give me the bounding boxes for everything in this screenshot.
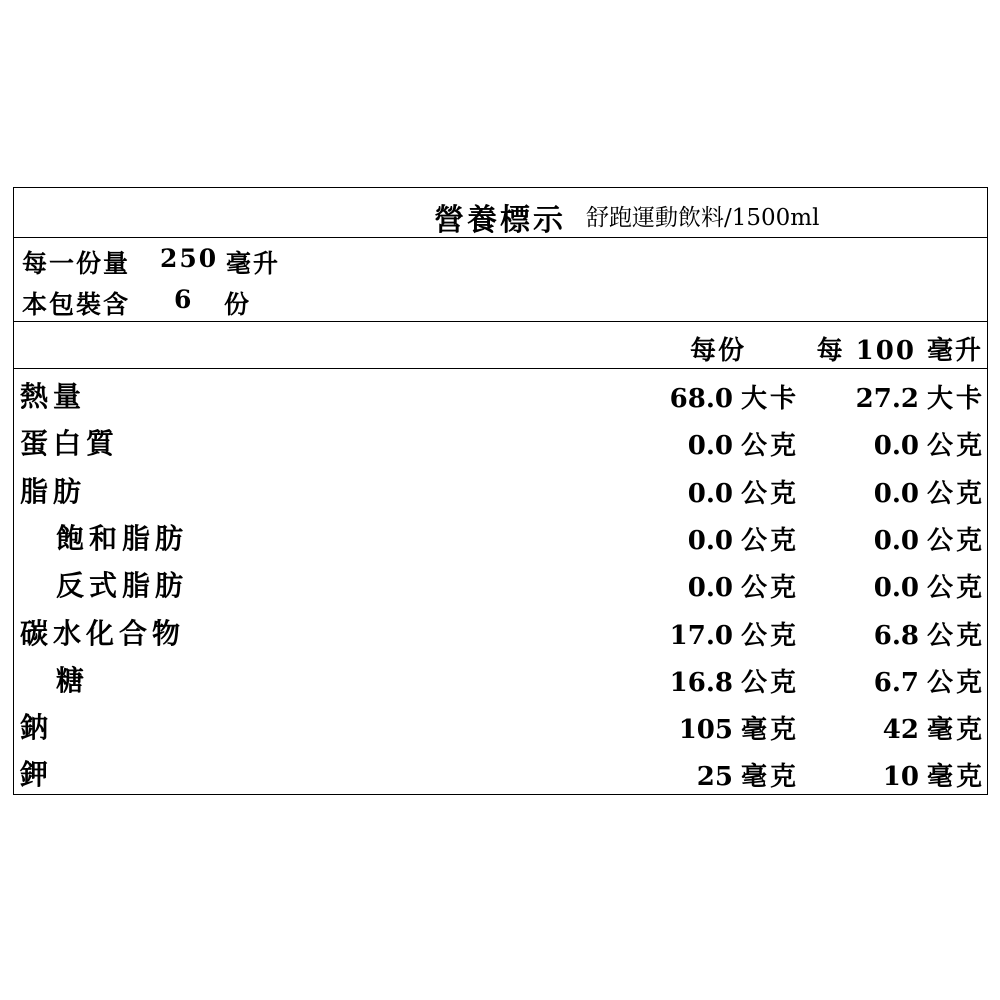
per-serving-cell	[679, 709, 799, 746]
per-100ml-cell	[874, 567, 985, 604]
servings-per-package-row	[14, 283, 987, 319]
per-100ml-unit: 公克	[926, 573, 985, 604]
per-serving-value: 17.0	[669, 620, 733, 651]
nutrient-row	[14, 656, 987, 703]
per-serving-unit: 公克	[740, 620, 799, 651]
per-100ml-unit: 公克	[926, 478, 985, 509]
column-header-per-serving: 每份	[690, 336, 747, 366]
per-100ml-value: 0.0	[873, 431, 919, 462]
nutrient-row	[14, 750, 987, 797]
per-100ml-cell	[874, 520, 985, 557]
nutrient-name: 反式脂肪	[56, 569, 189, 603]
per-100ml-cell	[883, 709, 985, 746]
per-100ml-value: 42	[882, 715, 919, 746]
nutrient-row	[14, 609, 987, 656]
per-serving-value: 0.0	[687, 525, 733, 556]
per-100ml-value: 0.0	[873, 478, 919, 509]
serving-size-label: 每一份量	[22, 249, 131, 278]
per-serving-unit: 毫克	[740, 762, 799, 793]
title-row	[14, 188, 987, 237]
nutrient-name: 熱量	[20, 380, 87, 413]
nutrition-label	[13, 187, 988, 795]
per-serving-unit: 公克	[740, 525, 799, 556]
per-serving-unit: 公克	[740, 573, 799, 604]
per-serving-unit: 公克	[740, 431, 799, 462]
per-100ml-unit: 公克	[926, 525, 985, 556]
per-100ml-value: 10	[882, 762, 919, 793]
per-serving-value: 68.0	[669, 384, 733, 414]
nutrient-row	[14, 561, 987, 608]
per-serving-unit: 毫克	[740, 715, 799, 746]
per-100ml-unit: 公克	[926, 620, 985, 651]
per-serving-cell	[688, 425, 799, 462]
per-serving-cell	[670, 615, 799, 652]
per-100ml-unit: 毫克	[926, 762, 985, 793]
per-100ml-unit: 公克	[926, 667, 985, 698]
per-100ml-unit: 毫克	[926, 715, 985, 746]
per-100ml-cell	[874, 473, 985, 510]
nutrient-name: 糖	[56, 663, 90, 697]
per-serving-cell	[670, 378, 799, 415]
per-100ml-value: 6.8	[873, 620, 919, 651]
per-100ml-unit: 大卡	[926, 384, 985, 414]
nutrient-row	[14, 703, 987, 750]
nutrient-name: 飽和脂肪	[56, 521, 189, 555]
per-100ml-value: 0.0	[873, 525, 919, 556]
column-header-per-100ml: 每 100 毫升	[816, 336, 983, 366]
servings-count-label: 本包裝含	[22, 290, 131, 319]
per-100ml-cell	[856, 378, 985, 415]
per-100ml-cell	[874, 615, 985, 652]
per-100ml-value: 27.2	[855, 384, 919, 414]
servings-count-value: 6	[174, 285, 194, 314]
per-serving-cell	[688, 567, 799, 604]
per-serving-cell	[697, 756, 799, 793]
per-serving-unit: 大卡	[740, 384, 799, 414]
serving-size-row	[14, 242, 987, 278]
per-serving-unit: 公克	[740, 667, 799, 698]
per-serving-value: 0.0	[687, 478, 733, 509]
nutrient-name: 蛋白質	[20, 427, 120, 461]
nutrient-name: 鈉	[20, 711, 54, 745]
serving-size-value: 250	[160, 244, 219, 273]
serving-size-unit: 毫升	[226, 249, 281, 278]
per-serving-value: 105	[678, 715, 733, 746]
nutrient-name: 脂肪	[20, 474, 87, 508]
per-serving-value: 0.0	[687, 431, 733, 462]
per-100ml-cell	[874, 425, 985, 462]
per-serving-value: 0.0	[687, 573, 733, 604]
per-100ml-value: 0.0	[873, 573, 919, 604]
per-100ml-cell	[883, 756, 985, 793]
divider	[14, 368, 987, 369]
per-100ml-value: 6.7	[873, 667, 919, 698]
per-100ml-unit: 公克	[926, 431, 985, 462]
product-name: 舒跑運動飲料/1500ml	[586, 205, 820, 231]
nutrient-row	[14, 419, 987, 466]
per-serving-cell	[688, 473, 799, 510]
nutrient-name: 碳水化合物	[20, 616, 186, 650]
per-serving-unit: 公克	[740, 478, 799, 509]
nutrient-name: 鉀	[20, 758, 54, 792]
per-serving-cell	[670, 662, 799, 699]
per-serving-value: 25	[696, 762, 733, 793]
per-serving-cell	[688, 520, 799, 557]
servings-count-unit: 份	[224, 290, 252, 319]
per-serving-value: 16.8	[669, 667, 733, 698]
per-100ml-cell	[874, 662, 985, 699]
column-header-row	[14, 322, 987, 368]
nutrient-row	[14, 372, 987, 419]
label-title: 營養標示	[434, 203, 566, 238]
nutrient-row	[14, 514, 987, 561]
divider	[14, 237, 987, 238]
nutrient-row	[14, 467, 987, 514]
